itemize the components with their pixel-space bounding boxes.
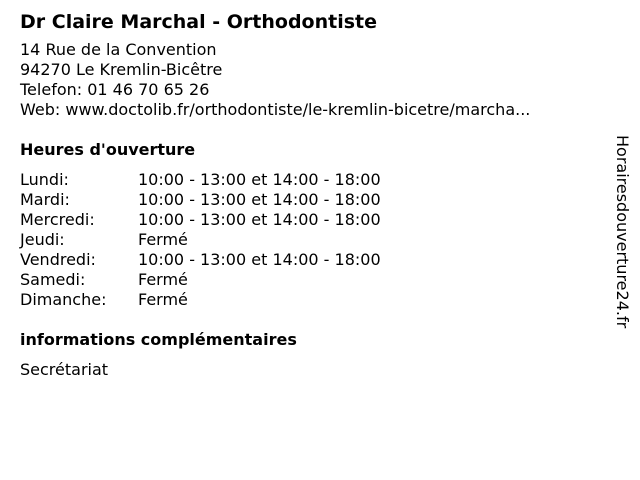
hours-row-friday	[20, 250, 600, 270]
hours-day-label: Vendredi:	[20, 250, 96, 269]
hours-time-value: 10:00 - 13:00 et 14:00 - 18:00	[138, 170, 381, 189]
hours-day-label: Samedi:	[20, 270, 86, 289]
hours-row-saturday	[20, 270, 600, 290]
additional-info-item: Secrétariat	[20, 360, 109, 379]
site-brand-vertical: Horairesdouverture24.fr	[613, 135, 632, 329]
website-line: Web: www.doctolib.fr/orthodontiste/le-kremlin-bicetre/marcha...	[20, 100, 531, 119]
practice-card	[20, 8, 600, 380]
address-line-2: 94270 Le Kremlin-Bicêtre	[20, 60, 223, 79]
opening-hours-table	[20, 170, 600, 310]
hours-time-value: 10:00 - 13:00 et 14:00 - 18:00	[138, 190, 381, 209]
hours-day-label: Mercredi:	[20, 210, 95, 229]
opening-hours-title: Heures d'ouverture	[20, 140, 196, 159]
hours-day-label: Jeudi:	[20, 230, 65, 249]
hours-row-monday	[20, 170, 600, 190]
hours-day-label: Mardi:	[20, 190, 70, 209]
hours-time-value: 10:00 - 13:00 et 14:00 - 18:00	[138, 210, 381, 229]
hours-day-label: Lundi:	[20, 170, 69, 189]
hours-time-value: Fermé	[138, 290, 188, 309]
hours-day-label: Dimanche:	[20, 290, 107, 309]
phone-line: Telefon: 01 46 70 65 26	[20, 80, 210, 99]
hours-time-value: Fermé	[138, 270, 188, 289]
address-line-1: 14 Rue de la Convention	[20, 40, 217, 59]
hours-row-sunday	[20, 290, 600, 310]
hours-row-tuesday	[20, 190, 600, 210]
hours-row-wednesday	[20, 210, 600, 230]
hours-row-thursday	[20, 230, 600, 250]
additional-info-title: informations complémentaires	[20, 330, 297, 349]
page-title: Dr Claire Marchal - Orthodontiste	[20, 11, 377, 33]
hours-time-value: 10:00 - 13:00 et 14:00 - 18:00	[138, 250, 381, 269]
hours-time-value: Fermé	[138, 230, 188, 249]
